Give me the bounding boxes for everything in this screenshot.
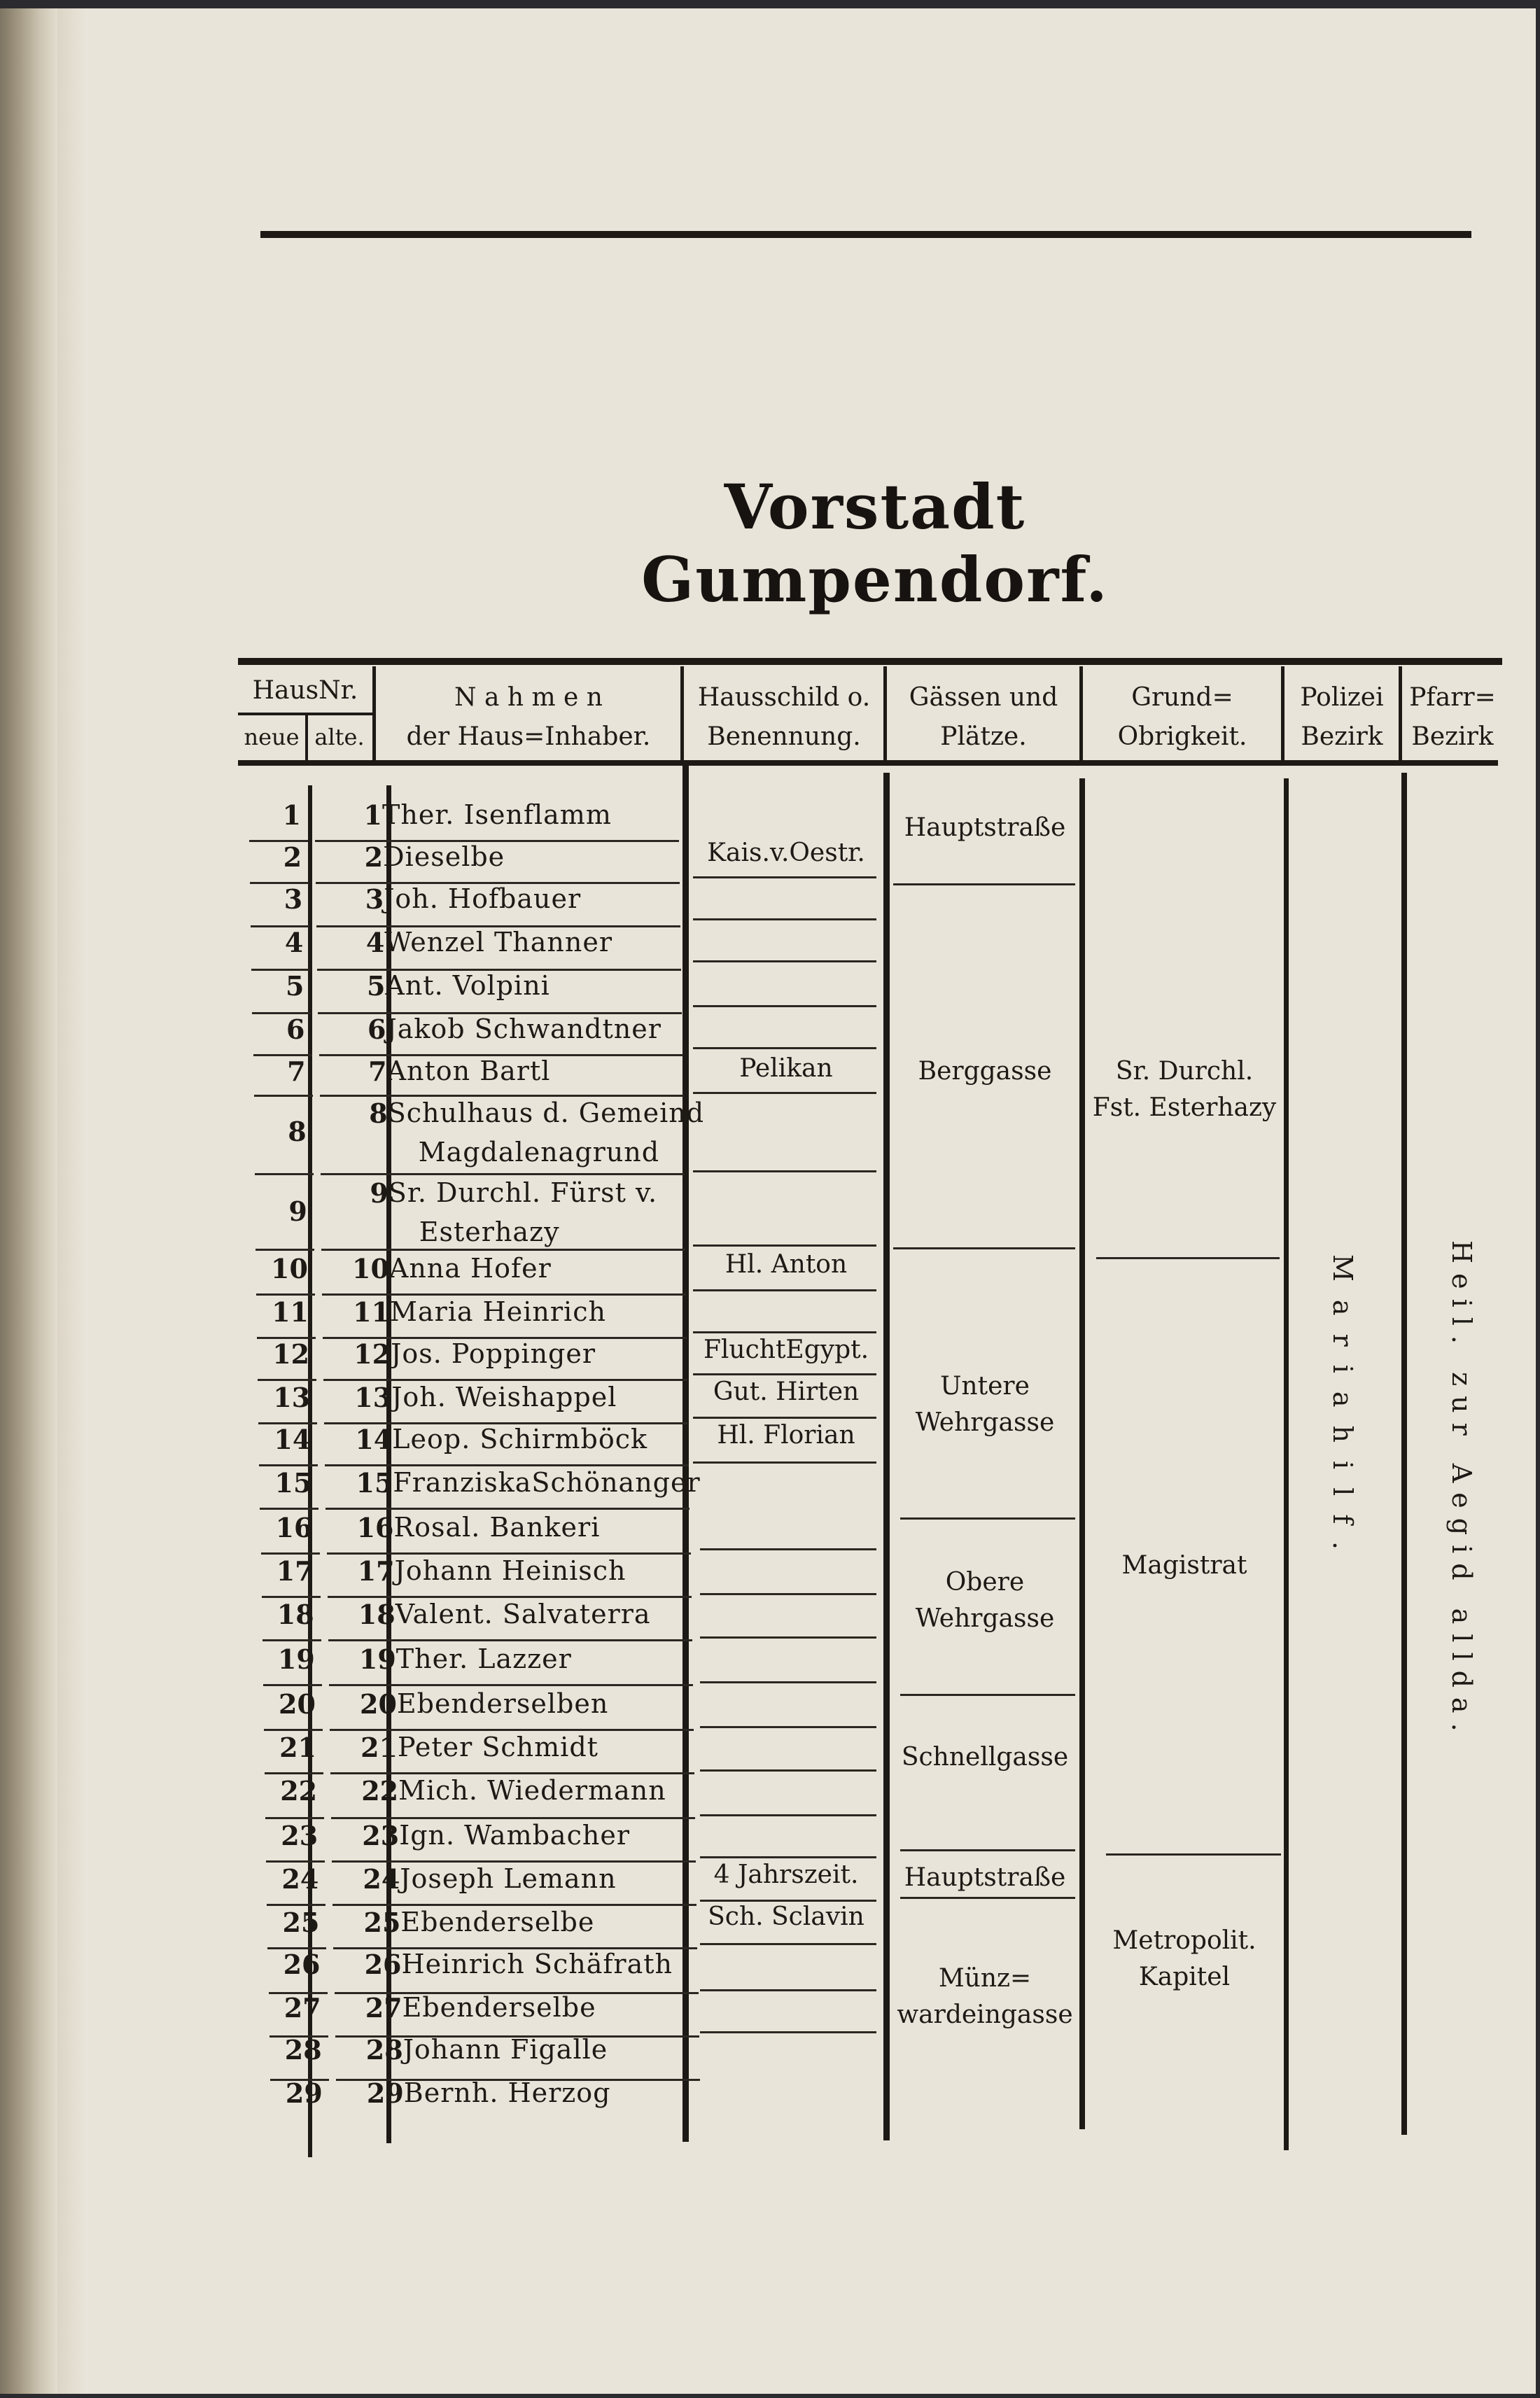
house-number-old: 28 [365, 2034, 403, 2066]
header-divider [1281, 666, 1284, 760]
book-page [0, 8, 1536, 2394]
row-rule [263, 1684, 322, 1686]
house-number-old: 18 [358, 1599, 396, 1630]
row-rule [261, 1552, 320, 1555]
house-number-new: 28 [284, 2034, 322, 2066]
sign-rule [700, 1593, 876, 1595]
header-nahmen: N a h m e n [454, 683, 603, 712]
sign-rule [693, 876, 876, 878]
column-rule-name [682, 766, 689, 2142]
house-number-old: 15 [356, 1467, 393, 1499]
sign-jahrszeit: 4 Jahrszeit. [713, 1860, 859, 1889]
sign-rule [693, 1373, 876, 1375]
street-rule [900, 1517, 1075, 1520]
house-number-old: 6 [368, 1014, 386, 1045]
street-muenz-1: Münz= [938, 1964, 1032, 1993]
street-hauptstrasse-2: Hauptstraße [904, 1863, 1066, 1892]
column-rule-street [1079, 778, 1085, 2129]
house-number-old: 11 [353, 1296, 390, 1328]
house-number-old: 1 [363, 799, 382, 831]
owner-name: Mich. Wiedermann [398, 1775, 666, 1806]
house-number-new: 3 [284, 883, 303, 915]
table-header-bottom-rule [238, 760, 1498, 766]
header-pfarr-bezirk: Bezirk [1411, 722, 1494, 751]
owner-name: Dieselbe [383, 841, 505, 872]
house-number-new: 7 [287, 1056, 306, 1087]
sign-rule [700, 1769, 876, 1772]
sign-rule [700, 1726, 876, 1728]
sign-pelikan: Pelikan [739, 1054, 833, 1083]
owner-name: Joh. Weishappel [391, 1382, 617, 1412]
sign-rule [700, 1814, 876, 1816]
owner-metropolit-2: Kapitel [1138, 1963, 1231, 1991]
house-number-old: 27 [365, 1992, 402, 2024]
header-inhaber: der Haus=Inhaber. [406, 722, 651, 751]
street-rule [893, 1247, 1075, 1249]
page-gutter [57, 8, 85, 2394]
column-rule-sign [883, 773, 890, 2140]
owner-name: Johann Heinisch [394, 1555, 626, 1586]
header-divider [883, 666, 887, 760]
header-divider [680, 666, 684, 760]
owner-name: Ebenderselbe [400, 1907, 595, 1937]
header-hausschild: Hausschild o. [697, 683, 871, 712]
owner-name: Anna Hofer [388, 1253, 552, 1284]
row-rule [264, 1729, 323, 1731]
house-number-old: 21 [360, 1732, 398, 1763]
owner-name-continued: Magdalenagrund [418, 1137, 660, 1168]
house-number-new: 13 [273, 1382, 311, 1413]
sign-rule [693, 918, 876, 920]
sign-rule [693, 1170, 876, 1172]
sign-flucht: FluchtEgypt. [703, 1335, 869, 1364]
sign-rule [700, 2031, 876, 2033]
owner-name: Jakob Schwandtner [386, 1014, 662, 1044]
house-number-new: 16 [275, 1512, 313, 1543]
house-number-old: 5 [366, 970, 386, 1002]
sign-rule [693, 1331, 876, 1333]
row-rule [262, 1639, 321, 1641]
house-number-old: 23 [362, 1820, 400, 1851]
owner-name: Heinrich Schäfrath [401, 1949, 673, 1979]
row-rule [260, 1508, 318, 1510]
sign-rule [693, 960, 876, 962]
header-alte: alte. [314, 724, 365, 750]
pfarr-bezirk-aegid: Heil. zur Aegid allda. [1446, 1240, 1477, 1741]
house-number-new: 15 [274, 1467, 312, 1499]
owner-magistrat: Magistrat [1121, 1551, 1247, 1580]
house-number-new: 2 [283, 841, 302, 873]
house-number-old: 20 [360, 1688, 397, 1720]
owner-esterhazy-2: Fst. Esterhazy [1092, 1093, 1277, 1122]
house-number-new: 18 [276, 1599, 314, 1630]
house-number-old: 9 [370, 1177, 388, 1209]
house-number-new: 22 [280, 1775, 318, 1807]
house-number-old: 13 [354, 1382, 392, 1413]
header-divider [1079, 666, 1083, 760]
street-rule [900, 1694, 1075, 1696]
owner-metropolit-1: Metropolit. [1112, 1926, 1256, 1955]
top-rule [260, 231, 1471, 238]
sign-rule [700, 1636, 876, 1639]
sign-hirten: Gut. Hirten [713, 1377, 860, 1406]
sign-rule [700, 1856, 876, 1858]
sign-rule [700, 1989, 876, 1991]
house-number-old: 24 [363, 1863, 400, 1895]
sign-rule [693, 1244, 876, 1247]
owner-name: Sr. Durchl. Fürst v. [388, 1177, 658, 1208]
house-number-old: 26 [364, 1949, 402, 1980]
column-rule-polizei [1401, 773, 1407, 2135]
column-rule-owner [1284, 778, 1289, 2150]
house-number-new: 20 [279, 1688, 316, 1720]
header-plaetze: Plätze. [940, 722, 1027, 751]
table-top-rule [238, 658, 1502, 665]
header-polizei-bezirk: Bezirk [1301, 722, 1383, 751]
house-number-old: 22 [361, 1775, 399, 1807]
street-untere-2: Wehrgasse [915, 1408, 1055, 1437]
house-number-old: 14 [355, 1424, 393, 1455]
house-number-new: 4 [284, 927, 304, 958]
street-muenz-2: wardeingasse [897, 2000, 1073, 2029]
house-number-new: 17 [276, 1555, 314, 1587]
street-hauptstrasse: Hauptstraße [904, 813, 1066, 842]
house-number-old: 25 [363, 1907, 401, 1938]
street-rule [893, 883, 1075, 885]
house-number-old: 4 [365, 927, 385, 958]
owner-name: Joh. Hofbauer [384, 883, 582, 914]
row-rule [262, 1596, 321, 1598]
row-rule [329, 1684, 693, 1686]
sign-florian: Hl. Florian [717, 1421, 855, 1450]
house-number-old: 16 [356, 1512, 394, 1543]
owner-name: Ebenderselbe [402, 1992, 596, 2023]
owner-name-continued: Esterhazy [419, 1216, 560, 1247]
sign-rule [693, 1289, 876, 1291]
row-rule [328, 1639, 692, 1641]
owner-name: Ther. Isenflamm [382, 799, 612, 830]
owner-esterhazy-1: Sr. Durchl. [1115, 1057, 1254, 1086]
house-number-new: 8 [288, 1116, 307, 1147]
sign-rule [700, 1943, 876, 1945]
house-number-old: 7 [368, 1056, 387, 1087]
house-number-new: 12 [272, 1338, 310, 1370]
house-number-new: 25 [282, 1907, 320, 1938]
header-benennung: Benennung. [707, 722, 861, 751]
sign-sclavin: Sch. Sclavin [708, 1902, 864, 1931]
header-pfarr: Pfarr= [1409, 683, 1496, 712]
row-rule [259, 1464, 318, 1466]
owner-name: FranziskaSchönanger [393, 1467, 701, 1498]
row-rule [328, 1596, 692, 1598]
sign-rule [693, 1461, 876, 1464]
row-rule [320, 1095, 684, 1097]
page-title: Vorstadt Gumpendorf. [641, 470, 1109, 616]
owner-name: Wenzel Thanner [384, 927, 613, 958]
owner-name: Ebenderselben [396, 1688, 609, 1719]
row-rule [321, 1173, 685, 1175]
owner-name: Ign. Wambacher [399, 1820, 630, 1851]
sign-rule [700, 1900, 876, 1902]
row-rule [327, 1552, 691, 1555]
sign-rule [693, 1092, 876, 1094]
house-number-new: 9 [288, 1196, 307, 1227]
house-number-new: 27 [284, 1992, 321, 2024]
house-number-new: 1 [282, 799, 301, 831]
sign-rule [693, 1047, 876, 1049]
street-obere-2: Wehrgasse [915, 1604, 1055, 1633]
street-obere-1: Obere [945, 1568, 1025, 1597]
row-rule [267, 1904, 326, 1906]
house-number-old: 8 [369, 1098, 388, 1129]
header-neue: neue [244, 724, 300, 750]
row-rule [265, 1817, 324, 1819]
house-number-old: 29 [366, 2077, 404, 2109]
owner-name: Rosal. Bankeri [393, 1512, 601, 1543]
sign-kaiser: Kais.v.Oestr. [707, 839, 865, 867]
owner-name: Jos. Poppinger [391, 1338, 596, 1369]
row-rule [332, 1860, 696, 1863]
house-number-new: 19 [277, 1643, 315, 1675]
header-gassen: Gässen und [909, 683, 1058, 712]
house-number-old: 19 [358, 1643, 396, 1675]
street-untere-1: Untere [940, 1372, 1030, 1401]
owner-name: Peter Schmidt [398, 1732, 598, 1762]
row-rule [266, 1860, 325, 1863]
row-rule [326, 1508, 690, 1510]
row-rule [322, 1293, 686, 1296]
row-rule [325, 1464, 689, 1466]
row-rule [330, 1729, 694, 1731]
sign-rule [700, 1548, 876, 1550]
house-number-old: 10 [352, 1253, 389, 1284]
house-number-old: 3 [365, 883, 384, 915]
owner-name: Johann Figalle [402, 2034, 608, 2065]
row-rule [258, 1379, 316, 1381]
owner-name: Ant. Volpini [385, 970, 550, 1001]
street-rule [900, 1849, 1075, 1851]
house-number-new: 21 [279, 1732, 316, 1763]
owner-name: Bernh. Herzog [403, 2077, 611, 2108]
sign-rule [693, 1005, 876, 1007]
row-rule [330, 1772, 694, 1774]
header-divider [372, 666, 376, 760]
row-rule [331, 1817, 695, 1819]
owner-name: Joseph Lemann [400, 1863, 617, 1894]
house-number-new: 26 [283, 1949, 321, 1980]
row-rule [323, 1379, 687, 1381]
sign-anton: Hl. Anton [724, 1250, 848, 1279]
owner-rule [1106, 1853, 1281, 1856]
header-obrigkeit: Obrigkeit. [1117, 722, 1247, 751]
house-number-new: 6 [286, 1014, 305, 1045]
header-divider [1399, 666, 1402, 760]
house-number-old: 17 [357, 1555, 395, 1587]
row-rule [255, 1173, 314, 1175]
sign-rule [693, 1417, 876, 1419]
sign-rule [700, 1681, 876, 1683]
row-rule [256, 1293, 315, 1296]
book-spine [0, 8, 57, 2394]
house-number-new: 14 [274, 1424, 312, 1455]
house-number-old: 2 [364, 841, 384, 873]
owner-name: Maria Heinrich [390, 1296, 606, 1327]
house-number-new: 24 [281, 1863, 319, 1895]
house-number-new: 11 [272, 1296, 309, 1328]
owner-name: Ther. Lazzer [396, 1643, 572, 1674]
row-rule [265, 1772, 323, 1774]
owner-name: Valent. Salvaterra [395, 1599, 651, 1629]
house-number-new: 10 [271, 1253, 308, 1284]
owner-name: Schulhaus d. Gemeind [387, 1098, 705, 1128]
header-haus-nr: HausNr. [252, 676, 358, 705]
house-number-old: 12 [354, 1338, 391, 1370]
row-rule [254, 1095, 313, 1097]
house-number-new: 29 [285, 2077, 323, 2109]
row-rule [255, 1249, 314, 1251]
polizei-bezirk-mariahilf: Mariahilf. [1327, 1254, 1358, 1569]
header-polizei: Polizei [1300, 683, 1384, 712]
street-schnellgasse: Schnellgasse [901, 1743, 1069, 1772]
street-rule [900, 1897, 1075, 1899]
owner-name: Anton Bartl [386, 1056, 551, 1086]
house-number-new: 5 [285, 970, 304, 1002]
house-number-new: 23 [281, 1820, 318, 1851]
street-berggasse: Berggasse [918, 1057, 1052, 1086]
row-rule [332, 1904, 696, 1906]
owner-rule [1096, 1257, 1280, 1259]
owner-name: Leop. Schirmböck [392, 1424, 648, 1454]
header-grund: Grund= [1131, 683, 1233, 712]
row-rule [321, 1249, 685, 1251]
